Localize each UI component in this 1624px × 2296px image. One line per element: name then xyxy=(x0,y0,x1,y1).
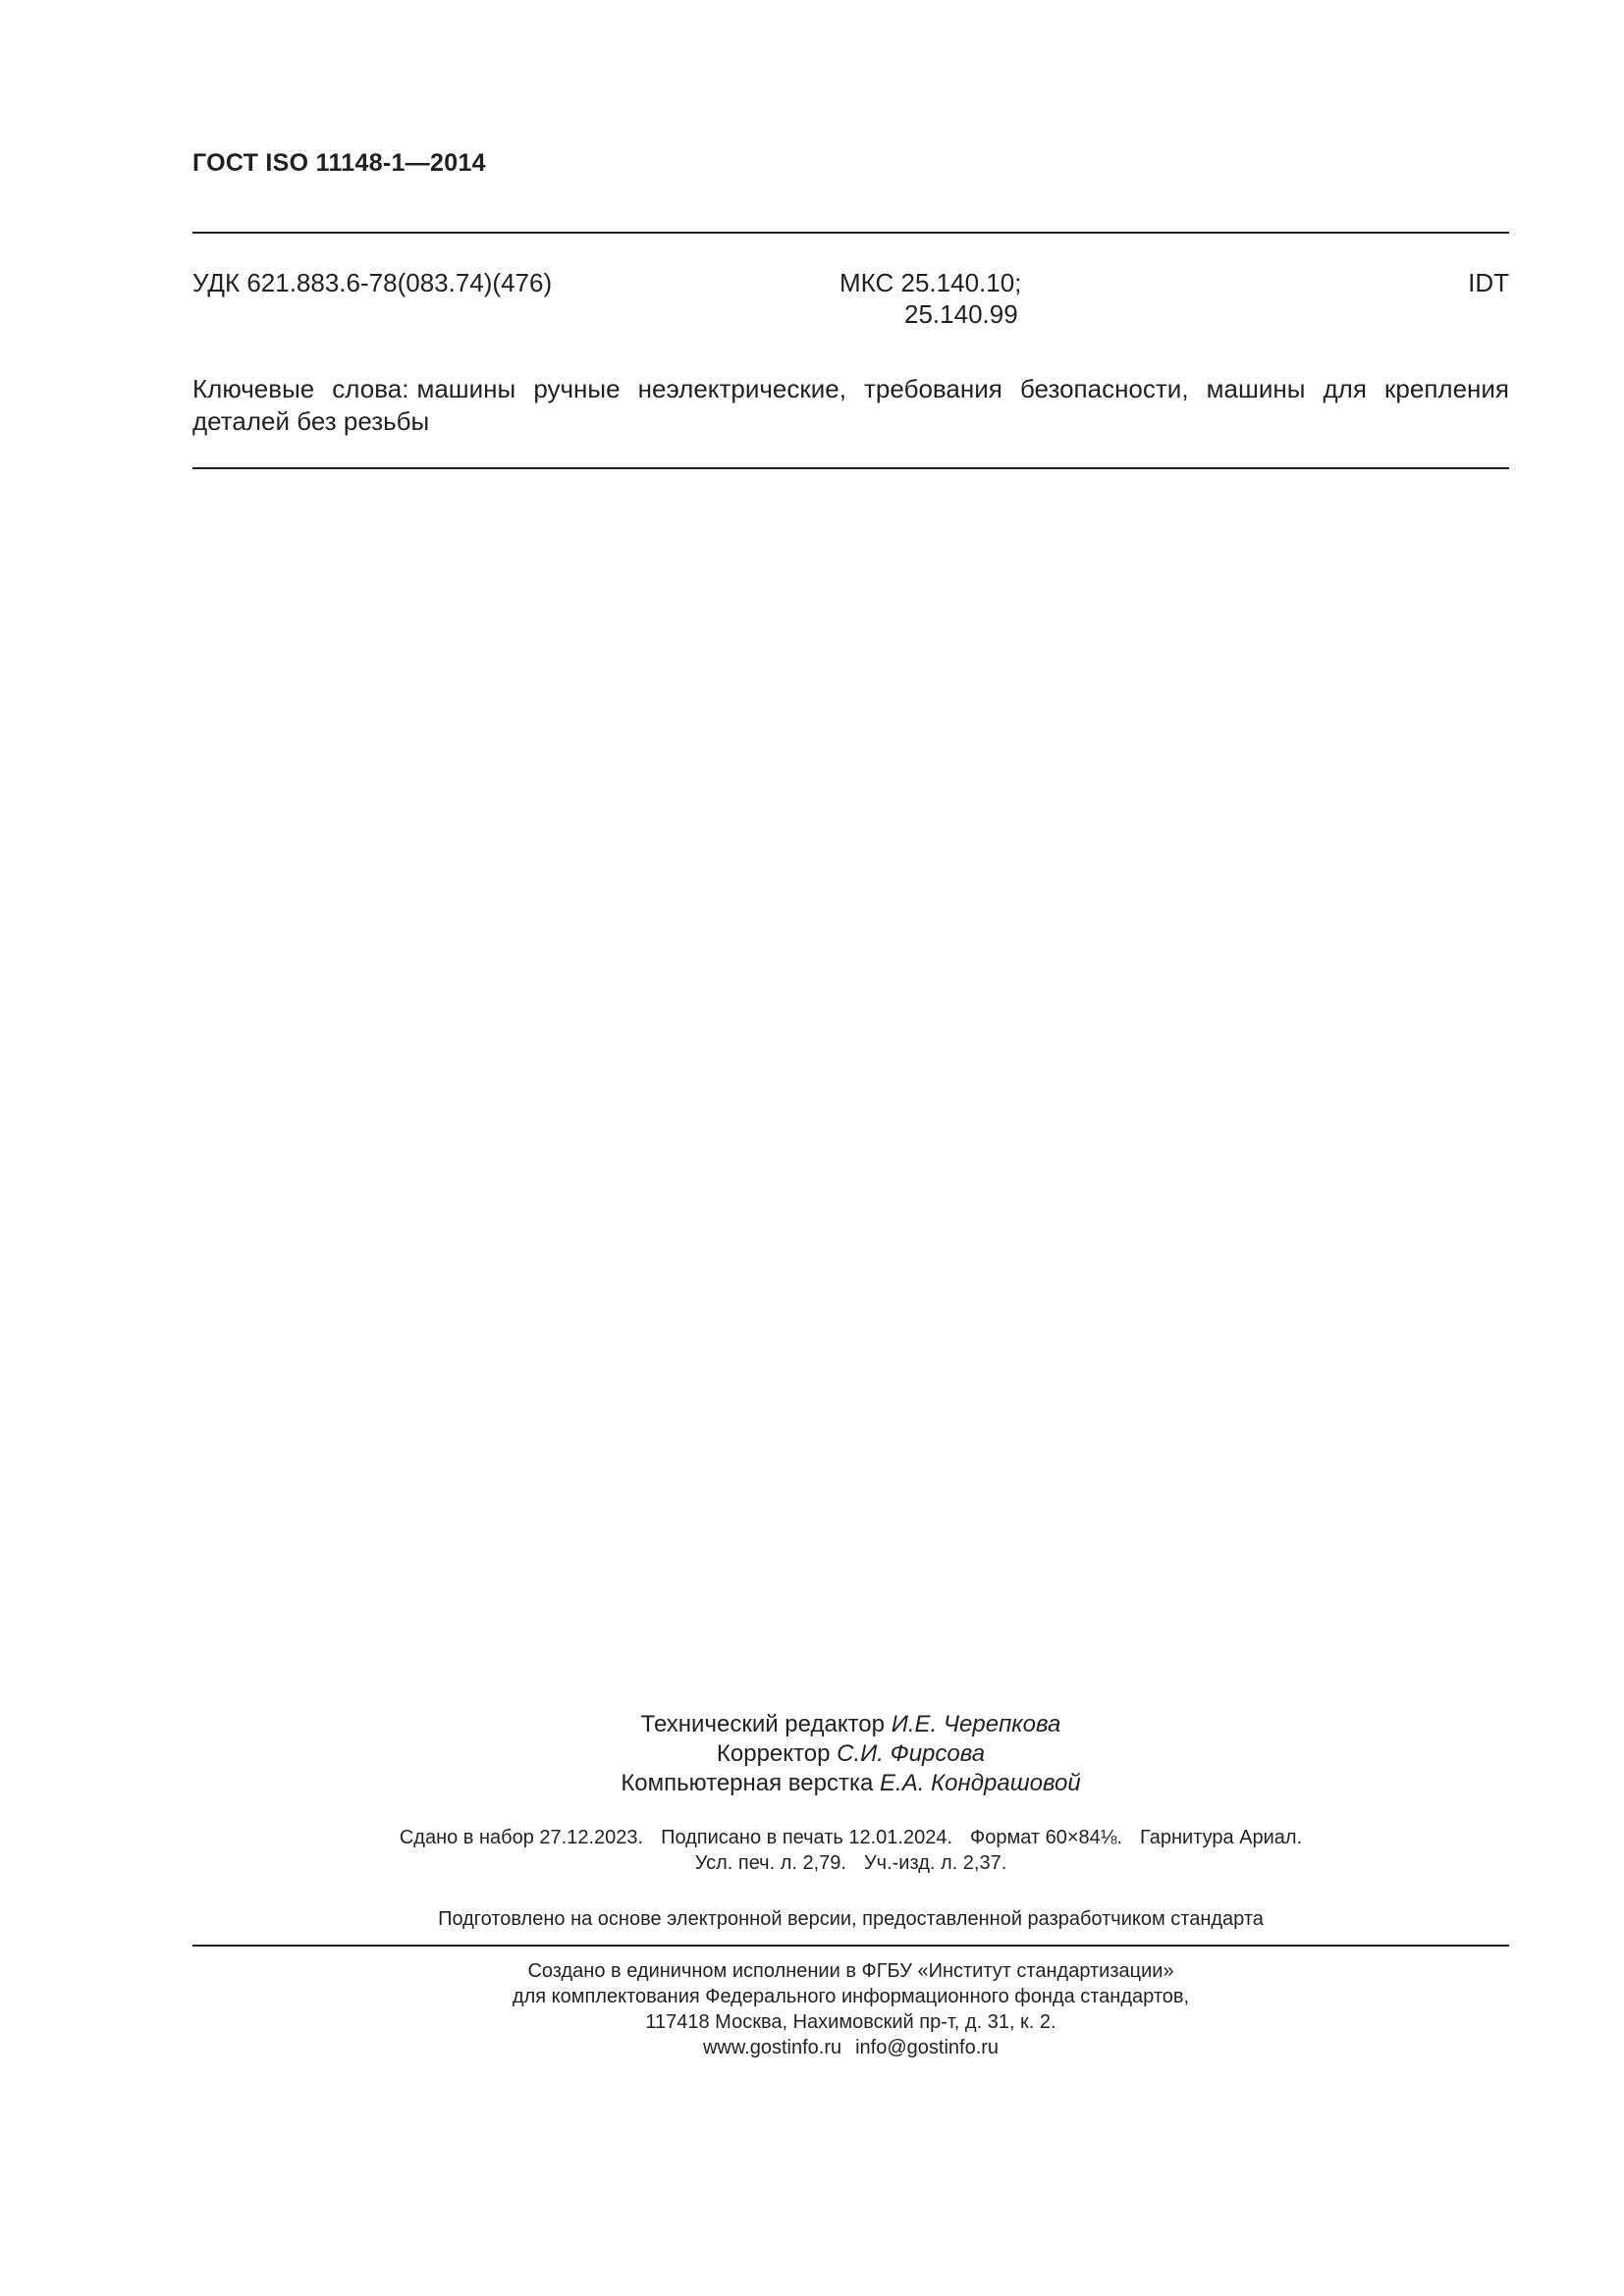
udc-code: УДК 621.883.6-78(083.74)(476) xyxy=(192,268,553,297)
website-link[interactable]: www.gostinfo.ru xyxy=(702,2037,842,2058)
print-sheets: Усл. печ. л. 2,79. xyxy=(694,1852,846,1874)
signed-date: Подписано в печать 12.01.2024. xyxy=(661,1827,953,1848)
print-info-line-2 xyxy=(192,1850,1509,1876)
publication-sheets: Уч.-изд. л. 2,37. xyxy=(863,1852,1007,1874)
footer-line-2: для комплектования Федерального информационного фонда стандартов, xyxy=(512,1986,1190,2007)
corrector-line xyxy=(192,1739,1509,1769)
ics-code-1: МКС 25.140.10; xyxy=(839,268,1022,297)
print-info-line-1 xyxy=(192,1825,1509,1850)
tech-editor-line xyxy=(192,1710,1509,1739)
prepared-note: Подготовлено на основе электронной версии, предоставленной разработчиком стандарта xyxy=(438,1908,1264,1930)
ics-code-2: 25.140.99 xyxy=(904,299,1018,329)
document-code: ГОСТ ISO 11148-1—2014 xyxy=(192,149,486,177)
footer-address: 117418 Москва, Нахимовский пр-т, д. 31, к. 2. xyxy=(645,2011,1056,2033)
keywords-text: машины ручные неэлектрические, требования безопасности, машины для крепления деталей без резьбы xyxy=(192,374,1509,436)
corrector-role: Корректор xyxy=(716,1740,831,1767)
ics-codes xyxy=(839,267,1021,330)
publisher-footer xyxy=(192,1958,1509,2060)
footer-line-1: Создано в единичном исполнении в ФГБУ «Институт стандартизации» xyxy=(527,1960,1174,1982)
footer-divider xyxy=(192,1945,1509,1947)
layout-line xyxy=(192,1769,1509,1798)
layout-role: Компьютерная верстка xyxy=(621,1770,874,1796)
email-link[interactable]: info@gostinfo.ru xyxy=(855,2037,1000,2058)
tech-editor-role: Технический редактор xyxy=(640,1711,886,1737)
corrector-name: С.И. Фирсова xyxy=(837,1740,986,1767)
keywords-label: Ключевые слова: xyxy=(192,374,409,403)
submitted-date: Сдано в набор 27.12.2023. xyxy=(399,1827,644,1848)
keywords-block xyxy=(192,373,1509,438)
layout-name: Е.А. Кондрашовой xyxy=(880,1770,1081,1796)
footer-contacts xyxy=(192,2035,1509,2060)
typeface: Гарнитура Ариал. xyxy=(1140,1827,1303,1848)
tech-editor-name: И.Е. Черепкова xyxy=(891,1711,1061,1737)
top-divider xyxy=(192,232,1509,234)
credits-block xyxy=(192,1710,1509,1798)
equivalence-degree: IDT xyxy=(1468,268,1509,297)
paper-format: Формат 60×84⅛. xyxy=(970,1827,1123,1848)
keywords-divider xyxy=(192,467,1509,469)
print-info-block xyxy=(192,1825,1509,1876)
